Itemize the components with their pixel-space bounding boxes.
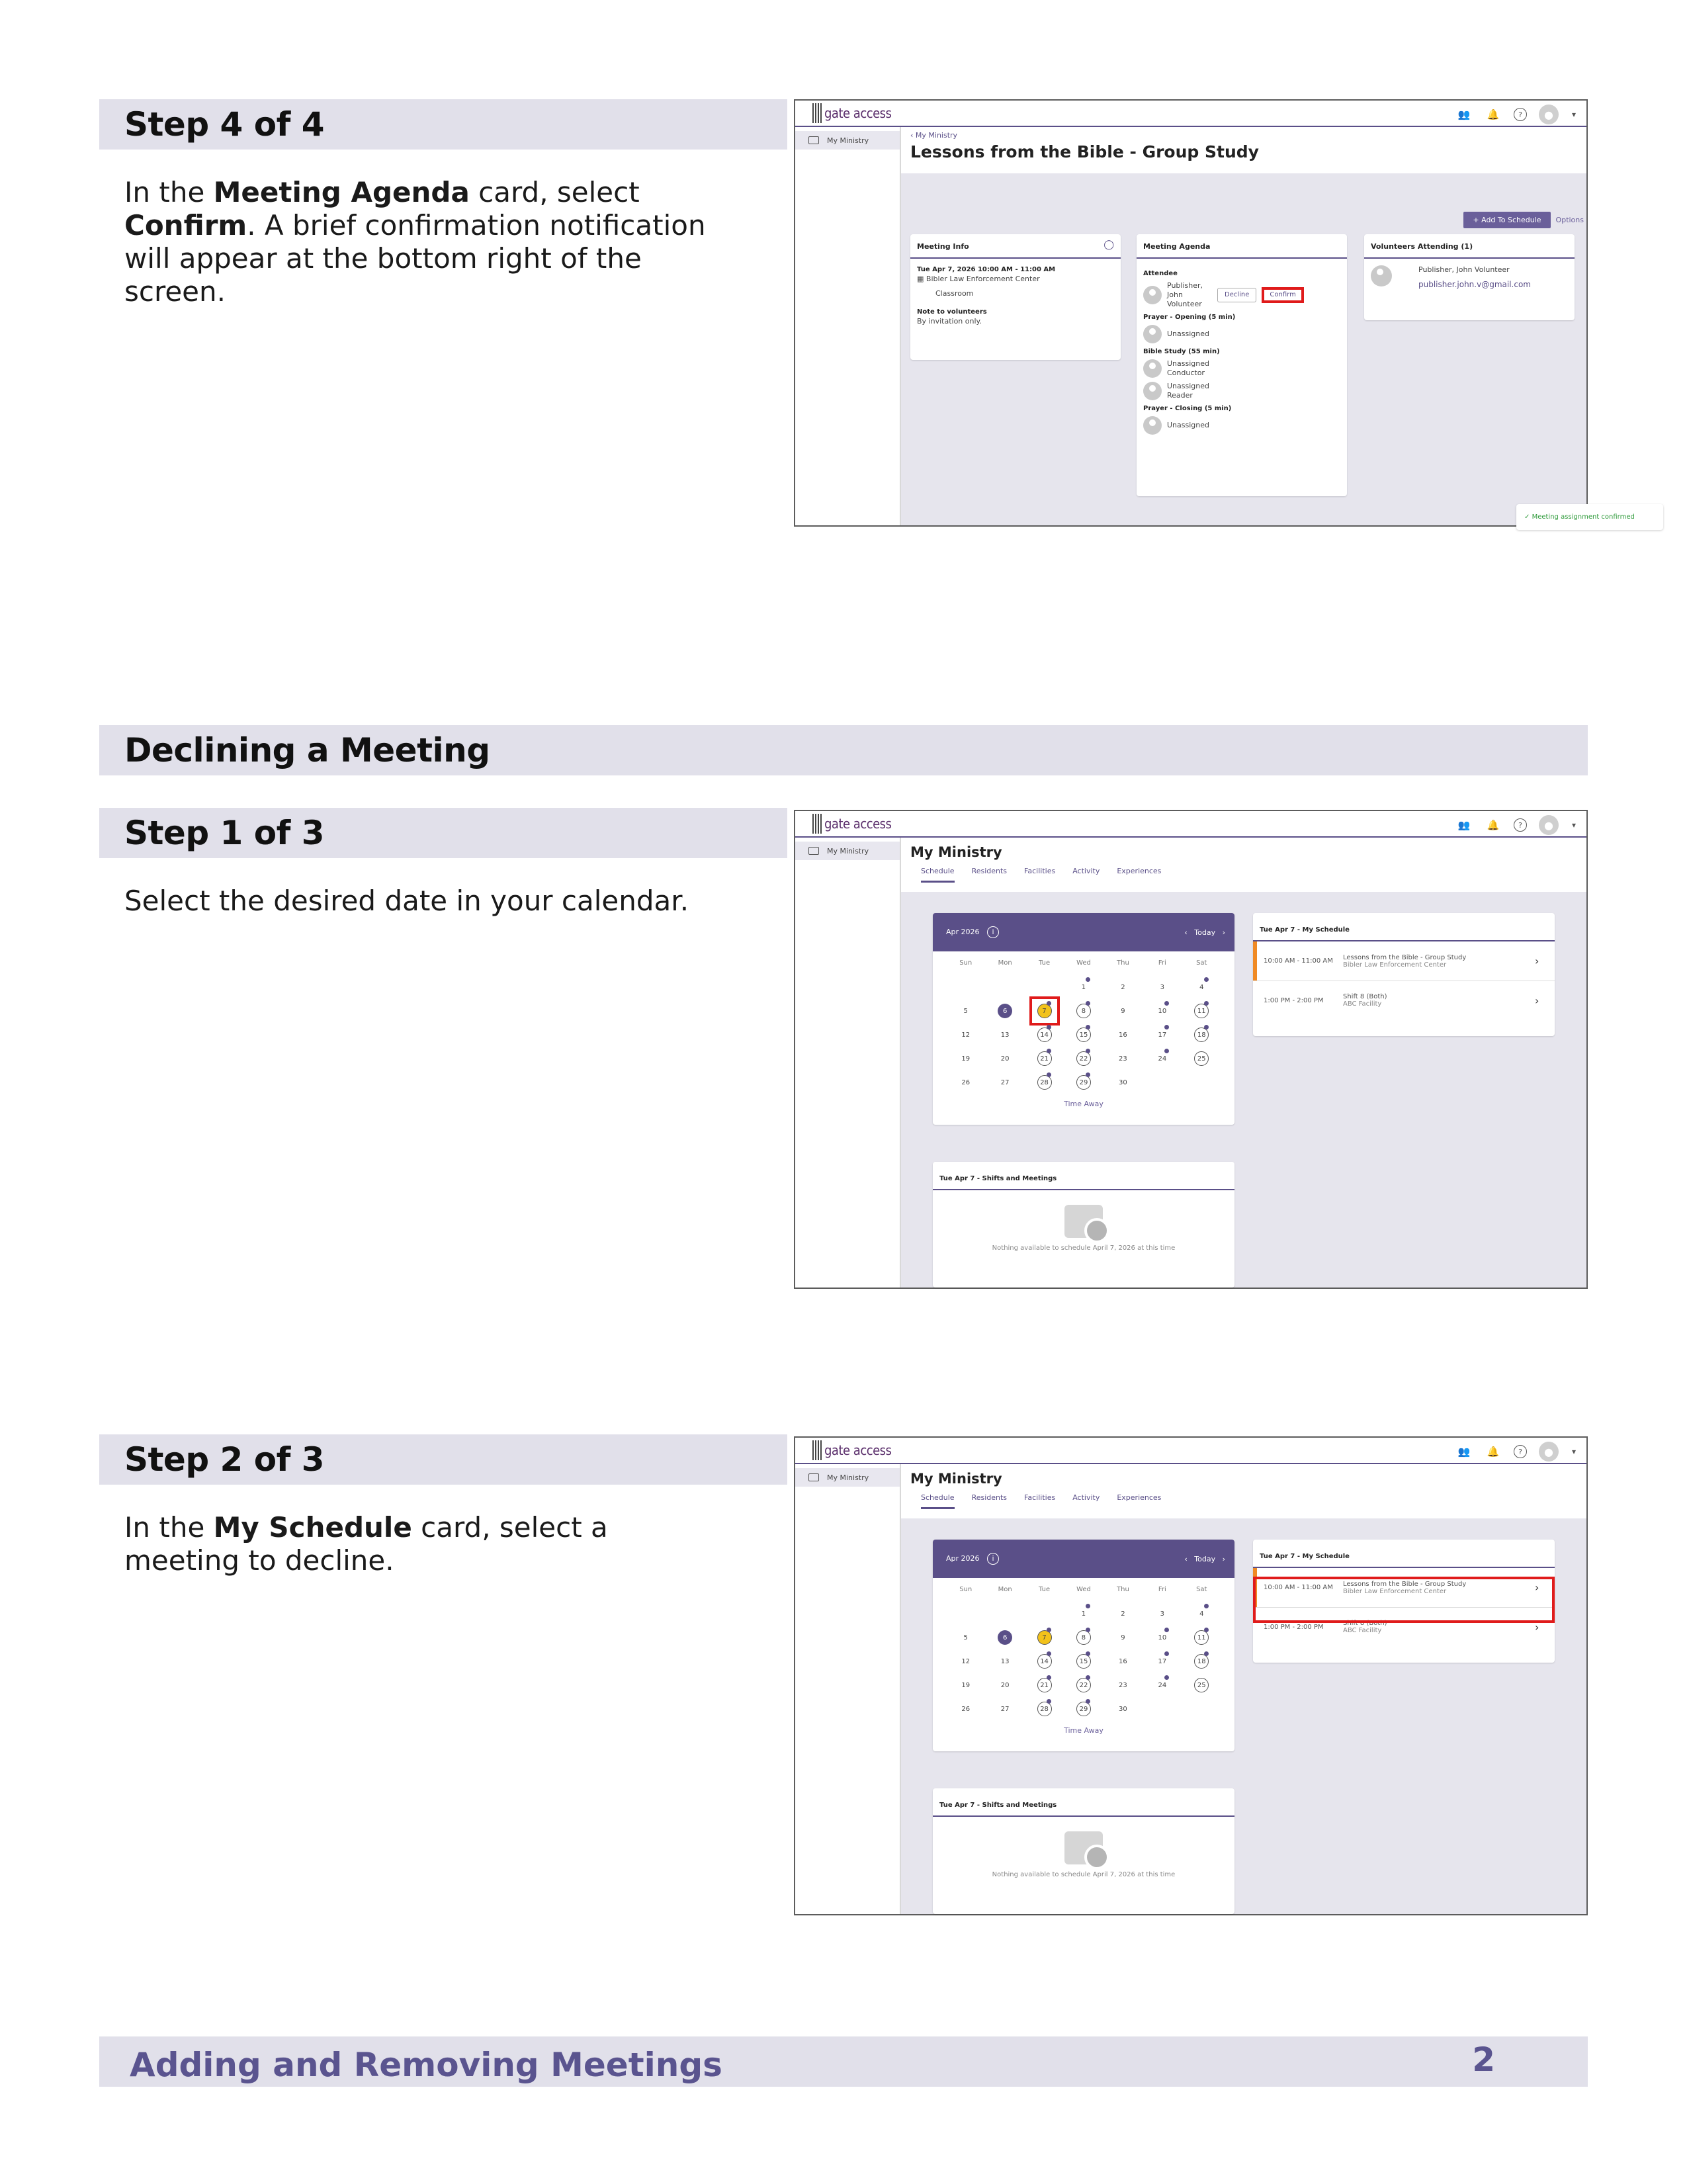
main-content	[901, 127, 1635, 525]
help-icon[interactable]: ?	[1514, 1445, 1527, 1458]
step1-instructions: Select the desired date in your calendar.	[124, 885, 689, 917]
prayer-closing-row: Unassigned	[1143, 416, 1340, 435]
schedule-header: Tue Apr 7 - My Schedule	[1253, 913, 1555, 941]
avatar	[1143, 359, 1162, 378]
calendar-day-15[interactable]: 15	[1064, 1023, 1103, 1047]
note-label: Note to volunteers	[917, 308, 987, 316]
empty-cell	[946, 1602, 985, 1626]
calendar-day-25[interactable]: 25	[1182, 1047, 1221, 1070]
meeting-datetime: Tue Apr 7, 2026 10:00 AM - 11:00 AM	[917, 266, 1056, 273]
schedule-row-shift[interactable]: 1:00 PM - 2:00 PM Shift 8 (Both) ABC Facility ›	[1253, 1608, 1555, 1646]
page-title: My Ministry	[910, 1471, 1002, 1487]
info-icon[interactable]: i	[987, 926, 999, 938]
tab-experiences[interactable]: Experiences	[1117, 867, 1162, 875]
calendar-day-9[interactable]: 9	[1121, 1634, 1125, 1641]
calendar-day-26[interactable]: 26	[961, 1078, 971, 1086]
weekday-label: Mon	[998, 1586, 1012, 1593]
step2-heading: Step 2 of 3	[124, 1440, 325, 1479]
people-icon[interactable]: 👥	[1457, 819, 1471, 831]
info-icon[interactable]: i	[987, 1553, 999, 1565]
calendar-day-2[interactable]: 2	[1121, 1610, 1125, 1618]
location-pin-icon[interactable]: ◯	[1103, 240, 1114, 250]
chevron-right-icon: ›	[1535, 1620, 1539, 1634]
weekday-label: Sun	[959, 959, 973, 967]
calendar-day-22[interactable]: 22	[1064, 1047, 1103, 1070]
calendar-day-17[interactable]: 17	[1143, 1023, 1182, 1047]
tab-residents[interactable]: Residents	[971, 867, 1008, 875]
calendar-day-15[interactable]: 15	[1064, 1649, 1103, 1673]
briefcase-icon	[808, 136, 819, 144]
schedule-row-meeting[interactable]: 10:00 AM - 11:00 AM Lessons from the Bible - Group Study Bibler Law Enforcement Center ›	[1253, 941, 1555, 981]
avatar	[1143, 286, 1162, 304]
calendar-day-24[interactable]: 24	[1143, 1673, 1182, 1697]
shifts-meetings-card	[933, 1788, 1234, 1914]
calendar-clock-icon	[1064, 1205, 1103, 1238]
sidebar-item-my-ministry[interactable]: My Ministry	[795, 131, 900, 150]
tab-bar	[910, 865, 1586, 883]
volunteers-header: Volunteers Attending (1)	[1364, 234, 1575, 259]
page-title: My Ministry	[910, 844, 1002, 860]
calendar-day-13[interactable]: 13	[1000, 1657, 1010, 1665]
calendar-month: Apr 2026	[946, 1554, 980, 1563]
next-month-icon[interactable]: ›	[1222, 1554, 1225, 1563]
chevron-right-icon: ›	[1535, 955, 1539, 967]
empty-cell	[1025, 1602, 1064, 1626]
calendar-day-23[interactable]: 23	[1119, 1055, 1127, 1063]
calendar-day-6[interactable]: 6	[985, 1626, 1024, 1649]
main-content	[901, 838, 1586, 1288]
avatar-icon[interactable]: ●	[1539, 105, 1559, 124]
step1-heading-band	[99, 808, 787, 858]
empty-cell	[1025, 975, 1064, 999]
volunteers-attending-card	[1364, 234, 1575, 320]
step1-heading: Step 1 of 3	[124, 814, 325, 852]
calendar-day-12[interactable]: 12	[961, 1657, 971, 1665]
weekday-label: Fri	[1158, 959, 1166, 967]
options-button[interactable]: Options	[1555, 216, 1584, 224]
weekday-label: Wed	[1076, 959, 1091, 967]
calendar-day-29[interactable]: 29	[1064, 1070, 1103, 1094]
calendar-day-19[interactable]: 19	[961, 1681, 971, 1689]
bell-icon[interactable]: 🔔	[1487, 1446, 1500, 1458]
today-button[interactable]: Today	[1194, 928, 1216, 937]
step2-instructions: In the My Schedule card, select a meeting to decline.	[124, 1511, 608, 1577]
tab-facilities[interactable]: Facilities	[1024, 867, 1056, 875]
weekday-label: Tue	[1039, 1586, 1051, 1593]
calendar-day-11[interactable]: 11	[1182, 1626, 1221, 1649]
calendar-day-4[interactable]: 4	[1182, 975, 1221, 999]
app-logo[interactable]: gate access	[812, 1440, 891, 1460]
app-topbar	[795, 101, 1586, 127]
prev-month-icon[interactable]: ‹	[1184, 1554, 1188, 1563]
agenda-header: Meeting Agenda	[1137, 234, 1347, 259]
next-month-icon[interactable]: ›	[1222, 928, 1225, 937]
building-icon: ▦	[917, 275, 924, 283]
add-to-schedule-button[interactable]: + Add To Schedule	[1463, 212, 1550, 228]
confirm-button[interactable]: Confirm	[1262, 287, 1303, 303]
weekday-label: Fri	[1158, 1586, 1166, 1593]
calendar-day-18[interactable]: 18	[1182, 1649, 1221, 1673]
volunteer-email-link[interactable]: publisher.john.v@gmail.com	[1418, 280, 1531, 289]
calendar-day-14[interactable]: 14	[1025, 1023, 1064, 1047]
check-circle-icon: ✓	[1524, 513, 1530, 521]
schedule-row-shift[interactable]: 1:00 PM - 2:00 PM Shift 8 (Both) ABC Facility ›	[1253, 981, 1555, 1020]
weekday-label: Thu	[1117, 1586, 1129, 1593]
avatar	[1371, 265, 1392, 286]
calendar-month: Apr 2026	[946, 928, 980, 936]
meeting-room: Classroom	[935, 289, 974, 298]
step4-instructions: In the Meeting Agenda card, select Confirm. A brief confirmation notification will appear at the bottom right of the screen.	[124, 176, 706, 308]
calendar-day-3[interactable]: 3	[1160, 1610, 1165, 1618]
shifts-header: Tue Apr 7 - Shifts and Meetings	[933, 1162, 1234, 1190]
breadcrumb[interactable]: ‹ My Ministry	[910, 131, 958, 140]
app-topbar	[795, 811, 1586, 838]
prev-month-icon[interactable]: ‹	[1184, 928, 1188, 937]
step4-heading: Step 4 of 4	[124, 105, 325, 144]
calendar-day-9[interactable]: 9	[1121, 1007, 1125, 1015]
caret-down-icon[interactable]: ▾	[1571, 1447, 1577, 1456]
avatar	[1143, 416, 1162, 435]
bell-icon[interactable]: 🔔	[1487, 819, 1500, 831]
page-number: 2	[1472, 2040, 1495, 2079]
highlight-box	[1253, 1577, 1555, 1623]
page-title: Lessons from the Bible - Group Study	[910, 142, 1259, 161]
calendar-day-1[interactable]: 1	[1064, 1602, 1103, 1626]
calendar-card	[933, 1540, 1234, 1751]
briefcase-icon	[808, 847, 819, 855]
calendar-day-6[interactable]: 6	[985, 999, 1024, 1023]
section-heading: Declining a Meeting	[124, 731, 490, 769]
calendar-day-23[interactable]: 23	[1119, 1681, 1127, 1689]
sidebar-item-my-ministry[interactable]: My Ministry	[795, 842, 900, 860]
calendar-day-12[interactable]: 12	[961, 1031, 971, 1039]
empty-message: Nothing available to schedule April 7, 2026 at this time	[992, 1871, 1176, 1878]
weekday-label: Sat	[1196, 1586, 1207, 1593]
calendar-day-27[interactable]: 27	[1000, 1705, 1010, 1713]
calendar-day-11[interactable]: 11	[1182, 999, 1221, 1023]
main-content	[901, 1464, 1586, 1914]
schedule-row-meeting[interactable]: 10:00 AM - 11:00 AM Lessons from the Bible - Group Study Bibler Law Enforcement Center ›	[1253, 1568, 1555, 1608]
calendar-day-2[interactable]: 2	[1121, 983, 1125, 991]
section-heading-band	[99, 725, 1588, 775]
calendar-day-8[interactable]: 8	[1064, 1626, 1103, 1649]
calendar-day-28[interactable]: 28	[1025, 1697, 1064, 1721]
calendar-grid	[933, 1578, 1234, 1721]
tab-schedule[interactable]: Schedule	[921, 867, 955, 883]
calendar-day-28[interactable]: 28	[1025, 1070, 1064, 1094]
calendar-day-7[interactable]: 7	[1025, 1626, 1064, 1649]
app-logo[interactable]: gate access	[812, 814, 891, 834]
prayer-opening-label: Prayer - Opening (5 min)	[1143, 314, 1236, 321]
briefcase-icon	[808, 1473, 819, 1481]
conductor-row: Unassigned Conductor	[1143, 359, 1340, 378]
tab-schedule[interactable]: Schedule	[921, 1493, 955, 1509]
my-schedule-card	[1253, 913, 1555, 1036]
calendar-day-29[interactable]: 29	[1064, 1697, 1103, 1721]
footer-band	[99, 2036, 1588, 2087]
calendar-day-13[interactable]: 13	[1000, 1031, 1010, 1039]
note-text: By invitation only.	[917, 317, 982, 326]
weekday-label: Sun	[959, 1586, 973, 1593]
sidebar-item-my-ministry[interactable]: My Ministry	[795, 1468, 900, 1487]
calendar-day-16[interactable]: 16	[1119, 1657, 1127, 1665]
time-away-link[interactable]: Time Away	[1064, 1100, 1103, 1108]
chevron-right-icon: ›	[1535, 1581, 1539, 1594]
calendar-day-19[interactable]: 19	[961, 1055, 971, 1063]
my-schedule-card	[1253, 1540, 1555, 1663]
tab-activity[interactable]: Activity	[1072, 867, 1100, 875]
bell-icon[interactable]: 🔔	[1487, 109, 1500, 120]
tab-facilities[interactable]: Facilities	[1024, 1493, 1056, 1502]
calendar-day-5[interactable]: 5	[963, 1634, 968, 1641]
app-topbar	[795, 1438, 1586, 1464]
people-icon[interactable]: 👥	[1457, 109, 1471, 120]
shifts-meetings-card	[933, 1162, 1234, 1288]
time-away-link[interactable]: Time Away	[1064, 1726, 1103, 1735]
app-sidebar	[795, 838, 901, 1288]
calendar-card	[933, 913, 1234, 1125]
app-logo[interactable]: gate access	[812, 103, 891, 123]
calendar-day-22[interactable]: 22	[1064, 1673, 1103, 1697]
volunteer-name: Publisher, John Volunteer	[1418, 265, 1510, 274]
tab-bar	[910, 1492, 1586, 1509]
empty-cell	[985, 975, 1024, 999]
calendar-day-21[interactable]: 21	[1025, 1673, 1064, 1697]
weekday-label: Tue	[1039, 959, 1051, 967]
avatar-icon[interactable]: ●	[1539, 815, 1559, 835]
app-sidebar	[795, 127, 901, 525]
caret-down-icon[interactable]: ▾	[1571, 110, 1577, 119]
meeting-info-card: Meeting Info ◯ Tue Apr 7, 2026 10:00 AM - 11:00 AM ▦ Bibler Law Enforcement Center Classroom Note to volunteers By invitation only.	[910, 234, 1121, 360]
people-icon[interactable]: 👥	[1457, 1446, 1471, 1458]
screenshot-select-date	[794, 810, 1588, 1289]
bible-study-label: Bible Study (55 min)	[1143, 348, 1220, 355]
help-icon[interactable]: ?	[1514, 818, 1527, 832]
attendee-row: Publisher, John Volunteer Decline Confirm	[1143, 281, 1340, 309]
calendar-day-17[interactable]: 17	[1143, 1649, 1182, 1673]
screenshot-select-meeting	[794, 1436, 1588, 1915]
calendar-day-3[interactable]: 3	[1160, 983, 1165, 991]
schedule-header: Tue Apr 7 - My Schedule	[1253, 1540, 1555, 1568]
calendar-day-24[interactable]: 24	[1143, 1047, 1182, 1070]
calendar-day-1[interactable]: 1	[1064, 975, 1103, 999]
calendar-day-26[interactable]: 26	[961, 1705, 971, 1713]
avatar	[1143, 382, 1162, 400]
calendar-day-10[interactable]: 10	[1143, 1626, 1182, 1649]
calendar-day-20[interactable]: 20	[1000, 1055, 1010, 1063]
calendar-day-18[interactable]: 18	[1182, 1023, 1221, 1047]
calendar-day-27[interactable]: 27	[1000, 1078, 1010, 1086]
meeting-location: ▦ Bibler Law Enforcement Center	[917, 275, 1040, 283]
calendar-day-7[interactable]: 7	[1025, 999, 1064, 1023]
empty-cell	[946, 975, 985, 999]
help-icon[interactable]: ?	[1514, 108, 1527, 121]
weekday-label: Sat	[1196, 959, 1207, 967]
calendar-day-25[interactable]: 25	[1182, 1673, 1221, 1697]
prayer-closing-label: Prayer - Closing (5 min)	[1143, 405, 1232, 412]
weekday-label: Wed	[1076, 1586, 1091, 1593]
calendar-day-14[interactable]: 14	[1025, 1649, 1064, 1673]
tab-residents[interactable]: Residents	[971, 1493, 1008, 1502]
highlight-box	[1029, 996, 1060, 1026]
meeting-agenda-card	[1137, 234, 1347, 496]
prayer-opening-row: Unassigned	[1143, 325, 1340, 343]
confirmation-toast: ✓ Meeting assignment confirmed	[1516, 504, 1663, 530]
shifts-header: Tue Apr 7 - Shifts and Meetings	[933, 1788, 1234, 1817]
chevron-right-icon: ›	[1535, 994, 1539, 1007]
empty-cell	[985, 1602, 1024, 1626]
calendar-day-21[interactable]: 21	[1025, 1047, 1064, 1070]
tab-activity[interactable]: Activity	[1072, 1493, 1100, 1502]
screenshot-confirm-meeting	[794, 99, 1635, 527]
step4-heading-band	[99, 99, 787, 150]
footer-title: Adding and Removing Meetings	[130, 2046, 722, 2084]
weekday-label: Thu	[1117, 959, 1129, 967]
calendar-clock-icon	[1064, 1831, 1103, 1864]
weekday-label: Mon	[998, 959, 1012, 967]
empty-message: Nothing available to schedule April 7, 2026 at this time	[992, 1245, 1176, 1252]
calendar-day-30[interactable]: 30	[1119, 1705, 1127, 1713]
app-sidebar	[795, 1464, 901, 1914]
calendar-day-5[interactable]: 5	[963, 1007, 968, 1015]
avatar-icon[interactable]: ●	[1539, 1442, 1559, 1462]
attendee-label: Attendee	[1143, 270, 1178, 277]
calendar-day-8[interactable]: 8	[1064, 999, 1103, 1023]
reader-row: Unassigned Reader	[1143, 382, 1340, 400]
calendar-day-16[interactable]: 16	[1119, 1031, 1127, 1039]
calendar-day-10[interactable]: 10	[1143, 999, 1182, 1023]
decline-button[interactable]: Decline	[1217, 288, 1256, 302]
avatar	[1143, 325, 1162, 343]
calendar-grid	[933, 951, 1234, 1094]
calendar-day-30[interactable]: 30	[1119, 1078, 1127, 1086]
today-button[interactable]: Today	[1194, 1554, 1216, 1563]
step2-heading-band	[99, 1434, 787, 1485]
calendar-day-4[interactable]: 4	[1182, 1602, 1221, 1626]
caret-down-icon[interactable]: ▾	[1571, 820, 1577, 830]
tab-experiences[interactable]: Experiences	[1117, 1493, 1162, 1502]
calendar-day-20[interactable]: 20	[1000, 1681, 1010, 1689]
